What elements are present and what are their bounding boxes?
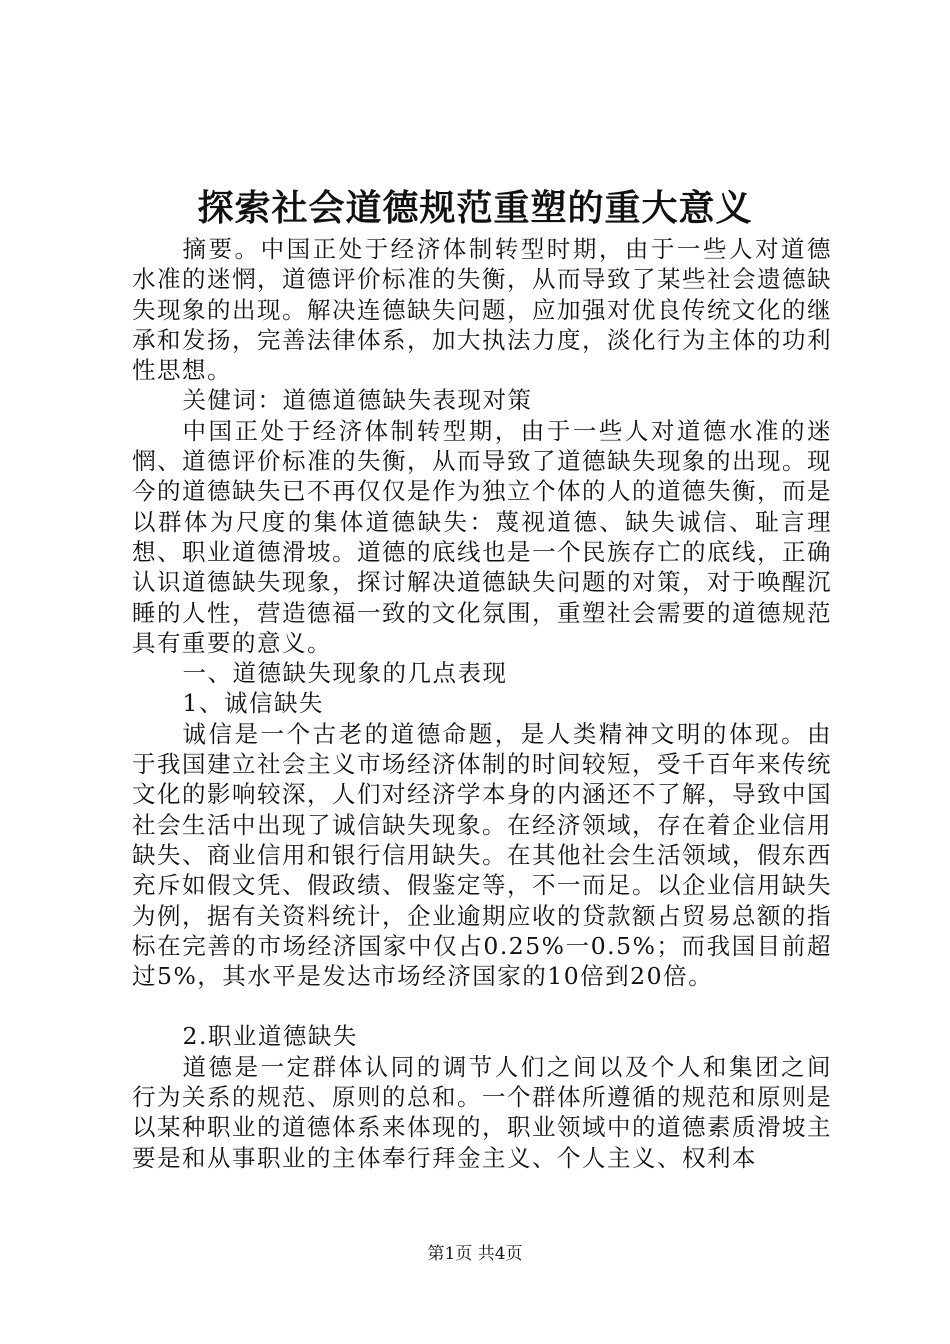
page-number-footer: 第1页 共4页 <box>427 1244 523 1264</box>
abstract-paragraph: 摘要。中国正处于经济体制转型时期，由于一些人对道德水准的迷惘，道德评价标准的失衡，从而导致了某些社会遗德缺失现象的出现。解决连德缺失问题，应加强对优良传统文化的继承和发扬，完善法律体系，加大执法力度，淡化行为主体的功利性思想。 <box>132 235 832 385</box>
document-body <box>132 234 832 1173</box>
subsection-2-paragraph: 道德是一定群体认同的调节人们之间以及个人和集团之间行为关系的规范、原则的总和。一个群体所遵循的规范和原则是以某种职业的道德体系来体现的，职业领域中的道德素质滑坡主要是和从事职业的主体奉行拜金主义、个人主义、权利本 <box>132 1052 832 1172</box>
intro-paragraph: 中国正处于经济体制转型期，由于一些人对道德水准的迷惘、道德评价标准的失衡，从而导致了道德缺失现象的出现。现今的道德缺失已不再仅仅是作为独立个体的人的道德失衡，而是以群体为尺度的集体道德缺失：蔑视道德、缺失诚信、耻言理想、职业道德滑坡。道德的底线也是一个民族存亡的底线，正确认识道德缺失现象，探讨解决道德缺失问题的对策，对于唤醒沉睡的人性，营造德福一致的文化氛围，重塑社会需要的道德规范具有重要的意义。 <box>132 416 832 657</box>
subsection-heading-1: 1、诚信缺失 <box>182 689 324 718</box>
paragraph-spacer <box>132 991 832 1021</box>
section-heading-1: 一、道德缺失现象的几点表现 <box>182 659 508 688</box>
subsection-heading-2: 2.职业道德缺失 <box>182 1022 358 1051</box>
keywords-line: 关健词：道德道德缺失表现对策 <box>182 386 533 415</box>
document-title: 探索社会道德规范重塑的重大意义 <box>197 187 753 229</box>
subsection-1-paragraph: 诚信是一个古老的道德命题，是人类精神文明的体现。由于我国建立社会主义市场经济体制的时间较短，受千百年来传统文化的影响较深，人们对经济学本身的内涵还不了解，导致中国社会生活中出现了诚信缺失现象。在经济领域，存在着企业信用缺失、商业信用和银行信用缺失。在其他社会生活领域，假东西充斥如假文凭、假政绩、假鉴定等，不一而足。以企业信用缺失为例，据有关资料统计，企业逾期应收的贷款额占贸易总额的指标在完善的市场经济国家中仅占0.25%一0.5%；而我国目前超过5%，其水平是发达市场经济国家的10倍到20倍。 <box>132 719 832 991</box>
